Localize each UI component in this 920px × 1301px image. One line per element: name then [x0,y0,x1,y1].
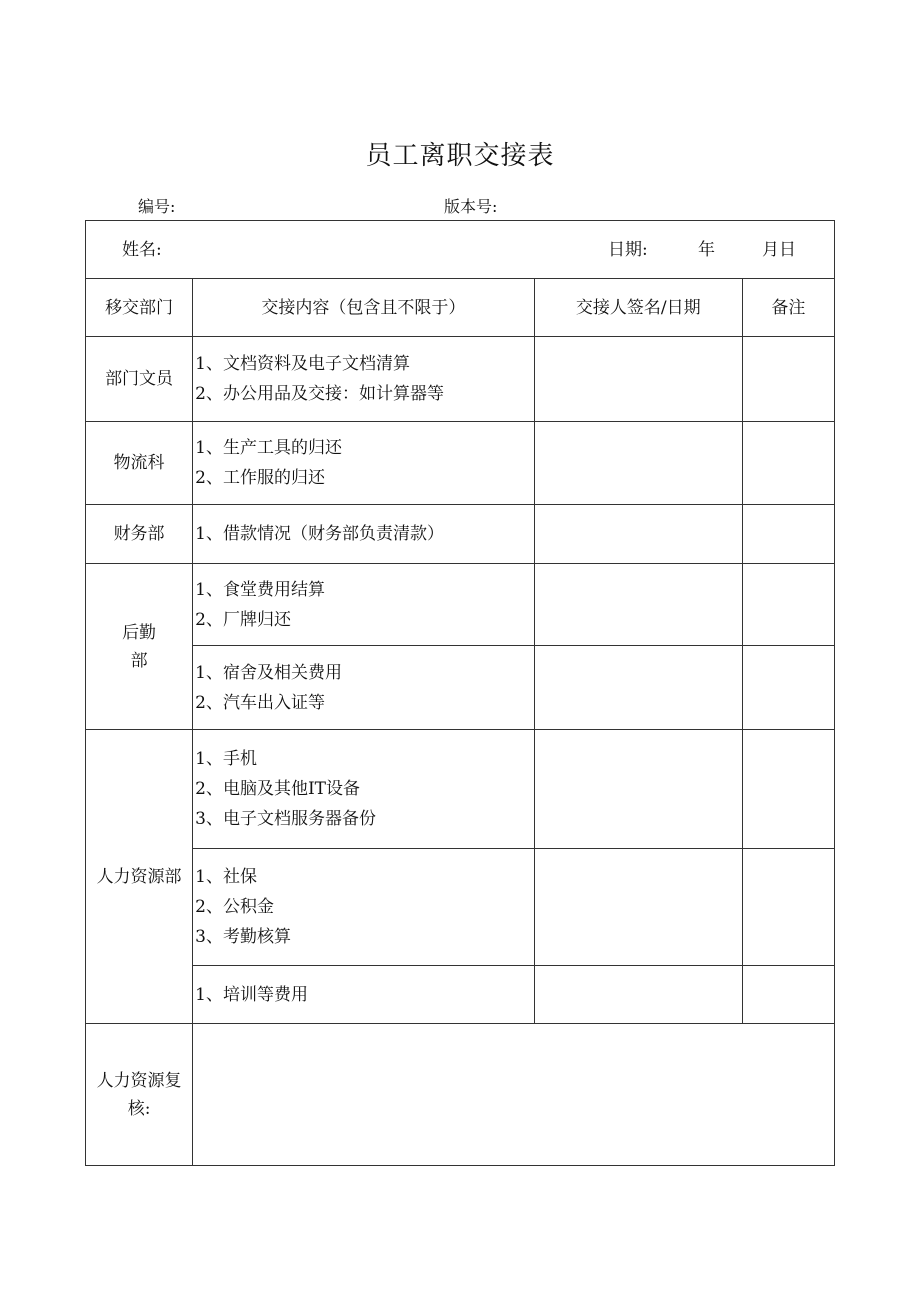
header-note: 备注 [742,279,834,337]
name-label: 姓名: [122,240,162,260]
note-cell-support-2[interactable] [742,646,834,730]
table-row [86,505,835,564]
name-date-cell[interactable] [86,221,835,279]
list-item: 1、培训等费用 [195,984,308,1005]
sign-cell-support-1[interactable] [534,564,742,646]
hr-review-label-line2: 核: [127,1098,151,1119]
note-cell-finance[interactable] [742,505,834,564]
list-item: 1、生产工具的归还 [195,438,342,458]
document-title: 员工离职交接表 [365,141,555,171]
dept-support-line1: 后勤 [122,622,157,643]
list-item: 1、手机 [195,749,257,769]
table-row [86,966,835,1024]
note-cell-support-1[interactable] [742,564,834,646]
note-cell-logistics[interactable] [742,422,834,505]
table-row [86,849,835,966]
content-support-2 [193,646,534,730]
hr-review-row [86,1024,835,1166]
content-finance [193,505,534,564]
dept-finance: 财务部 [86,505,193,564]
hr-review-label-line1: 人力资源复 [96,1070,182,1091]
note-cell-doc-clerk[interactable] [742,337,834,422]
sign-cell-hr-3[interactable] [534,966,742,1024]
content-hr-3 [193,966,534,1024]
content-hr-1 [193,730,534,849]
list-item: 2、汽车出入证等 [195,692,325,713]
list-item: 1、食堂费用结算 [195,579,325,600]
sign-cell-logistics[interactable] [534,422,742,505]
list-item: 2、工作服的归还 [195,468,325,488]
version-number-label: 版本号: [444,197,498,216]
content-support-1 [193,564,534,646]
list-item: 1、宿舍及相关费用 [195,662,342,683]
sign-cell-hr-1[interactable] [534,730,742,849]
list-item: 2、厂牌归还 [195,609,291,630]
table-row [86,564,835,646]
sign-cell-support-2[interactable] [534,646,742,730]
dept-support [86,564,193,730]
sign-cell-doc-clerk[interactable] [534,337,742,422]
table-row [86,422,835,505]
list-item: 2、办公用品及交接：如计算器等 [195,384,444,404]
hr-review-cell[interactable] [193,1024,835,1166]
serial-number-label: 编号: [138,197,176,216]
content-logistics [193,422,534,505]
month-day-label: 月日 [762,240,796,260]
list-item: 1、社保 [195,867,257,887]
dept-hr: 人力资源部 [86,730,193,1024]
table-row [86,337,835,422]
header-row [86,279,835,337]
header-content: 交接内容（包含且不限于） [193,279,534,337]
list-item: 2、电脑及其他IT设备 [195,779,361,799]
dept-logistics: 物流科 [86,422,193,505]
note-cell-hr-2[interactable] [742,849,834,966]
list-item: 3、电子文档服务器备份 [195,809,376,829]
dept-support-line2: 部 [130,650,148,671]
note-cell-hr-3[interactable] [742,966,834,1024]
hr-review-label [86,1024,193,1166]
table-row [86,646,835,730]
sign-cell-hr-2[interactable] [534,849,742,966]
header-dept: 移交部门 [86,279,193,337]
list-item: 2、公积金 [195,897,274,917]
list-item: 3、考勤核算 [195,927,291,947]
list-item: 1、文档资料及电子文档清算 [195,354,410,374]
dept-doc-clerk: 部门文员 [86,337,193,422]
list-item: 1、借款情况（财务部负责清款） [195,524,444,544]
header-sign: 交接人签名/日期 [534,279,742,337]
year-label: 年 [698,240,715,260]
note-cell-hr-1[interactable] [742,730,834,849]
sign-cell-finance[interactable] [534,505,742,564]
table-row [86,730,835,849]
content-doc-clerk [193,337,534,422]
content-hr-2 [193,849,534,966]
handover-table [85,220,835,1166]
name-date-row [86,221,835,279]
date-label: 日期: [608,240,648,260]
